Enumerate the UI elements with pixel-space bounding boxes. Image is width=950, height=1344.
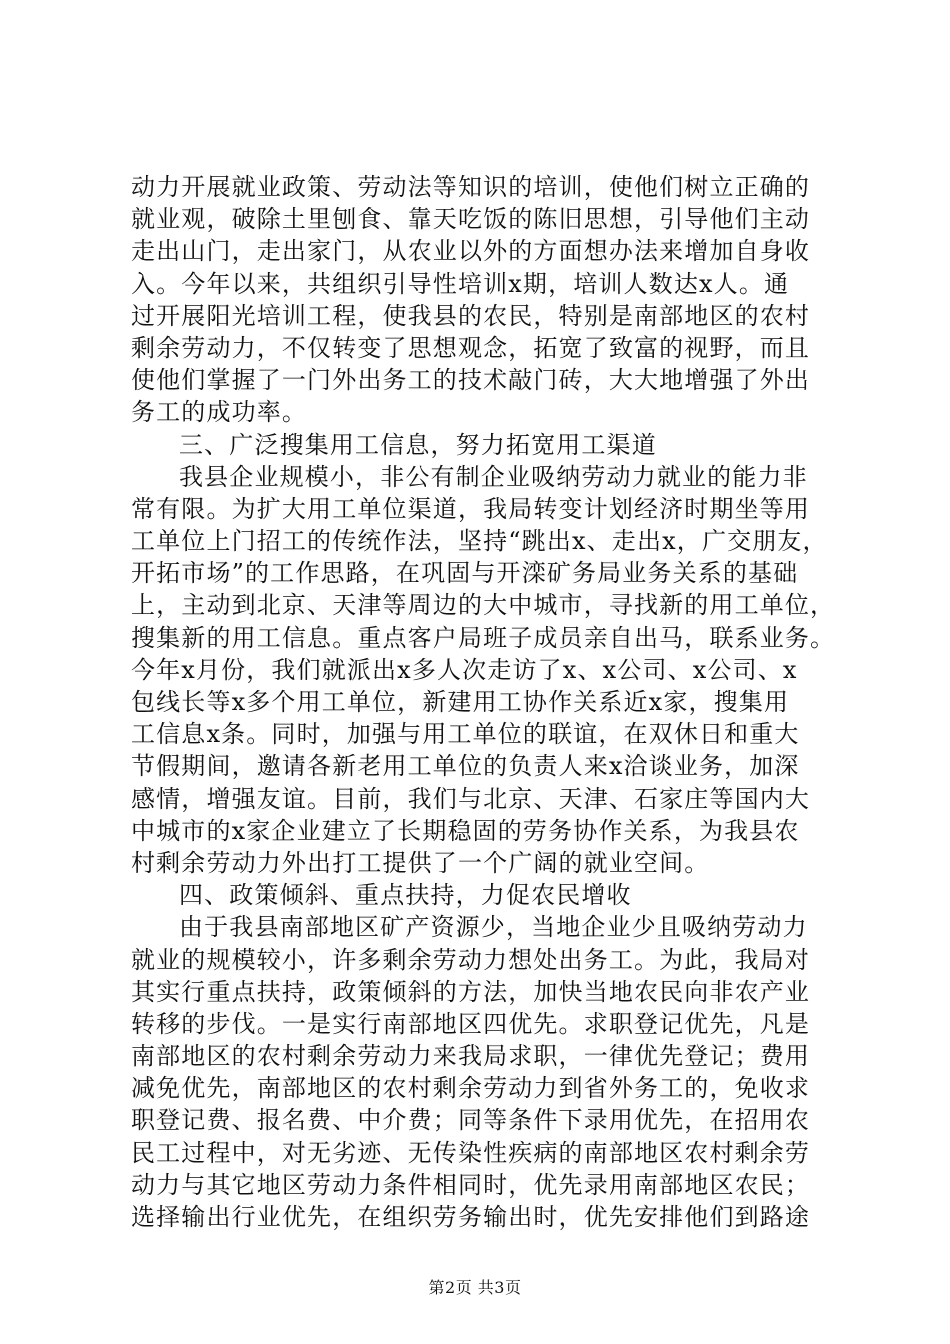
paragraph-start-line: 我县企业规模小，非公有制企业吸纳劳动力就业的能力非 xyxy=(179,462,808,491)
text-line: 动力与其它地区劳动力条件相同时，优先录用南部地区农民； xyxy=(131,1170,811,1199)
text-line: 工单位上门招工的传统作法，坚持“跳出x、走出x，广交朋友， xyxy=(131,527,828,556)
paragraph-start-line: 由于我县南部地区矿产资源少，当地企业少且吸纳劳动力 xyxy=(179,913,808,942)
paragraph-start-line: 四、政策倾斜、重点扶持，力促农民增收 xyxy=(179,881,632,910)
text-line: 走出山门，走出家门，从农业以外的方面想办法来增加自身收 xyxy=(131,237,811,266)
text-line: 就业的规模较小，许多剩余劳动力想处出务工。为此，我局对 xyxy=(131,945,811,974)
document-body xyxy=(131,171,836,1233)
text-line: 开拓市场”的工作思路，在巩固与开滦矿务局业务关系的基础 xyxy=(131,559,799,588)
text-line: 搜集新的用工信息。重点客户局班子成员亲自出马，联系业务。 xyxy=(131,623,836,652)
paragraph-start-line: 三、广泛搜集用工信息，努力拓宽用工渠道 xyxy=(179,430,657,459)
text-line: 上，主动到北京、天津等周边的大中城市，寻找新的用工单位， xyxy=(131,591,836,620)
text-line: 民工过程中，对无劣迹、无传染性疾病的南部地区农村剩余劳 xyxy=(131,1138,811,1167)
text-line: 减免优先，南部地区的农村剩余劳动力到省外务工的，免收求 xyxy=(131,1074,811,1103)
text-line: 工信息x条。同时，加强与用工单位的联谊，在双休日和重大 xyxy=(131,720,800,749)
text-line: 今年x月份，我们就派出x多人次走访了x、x公司、x公司、x xyxy=(131,655,798,684)
text-line: 动力开展就业政策、劳动法等知识的培训，使他们树立正确的 xyxy=(131,173,811,201)
text-line: 包线长等x多个用工单位，新建用工协作关系近x家，搜集用 xyxy=(131,688,790,716)
text-line: 其实行重点扶持，政策倾斜的方法，加快当地农民向非农产业 xyxy=(131,977,811,1006)
text-line: 南部地区的农村剩余劳动力来我局求职，一律优先登记；费用 xyxy=(131,1042,811,1071)
text-line: 剩余劳动力，不仅转变了思想观念，拓宽了致富的视野，而且 xyxy=(131,333,811,362)
text-line: 节假期间，邀请各新老用工单位的负责人来x洽谈业务，加深 xyxy=(131,752,800,781)
text-line: 常有限。为扩大用工单位渠道，我局转变计划经济时期坐等用 xyxy=(131,494,811,523)
text-line: 选择输出行业优先，在组织劳务输出时，优先安排他们到路途 xyxy=(131,1203,811,1231)
text-line: 就业观，破除土里刨食、靠天吃饭的陈旧思想，引导他们主动 xyxy=(131,205,811,234)
text-line: 使他们掌握了一门外出务工的技术敲门砖，大大地增强了外出 xyxy=(131,366,811,395)
text-line: 转移的步伐。一是实行南部地区四优先。求职登记优先，凡是 xyxy=(131,1009,811,1038)
text-line: 过开展阳光培训工程，使我县的农民，特别是南部地区的农村 xyxy=(131,301,811,330)
text-line: 务工的成功率。 xyxy=(131,398,308,427)
text-line: 中城市的x家企业建立了长期稳固的劳务协作关系，为我县农 xyxy=(131,816,800,845)
text-line: 村剩余劳动力外出打工提供了一个广阔的就业空间。 xyxy=(131,848,710,877)
text-line: 职登记费、报名费、中介费；同等条件下录用优先，在招用农 xyxy=(131,1106,811,1135)
text-line: 入。今年以来，共组织引导性培训x期，培训人数达x人。通 xyxy=(131,269,790,298)
text-line: 感情，增强友谊。目前，我们与北京、天津、石家庄等国内大 xyxy=(131,784,811,813)
page-footer: 第2页 共3页 xyxy=(428,1278,522,1297)
